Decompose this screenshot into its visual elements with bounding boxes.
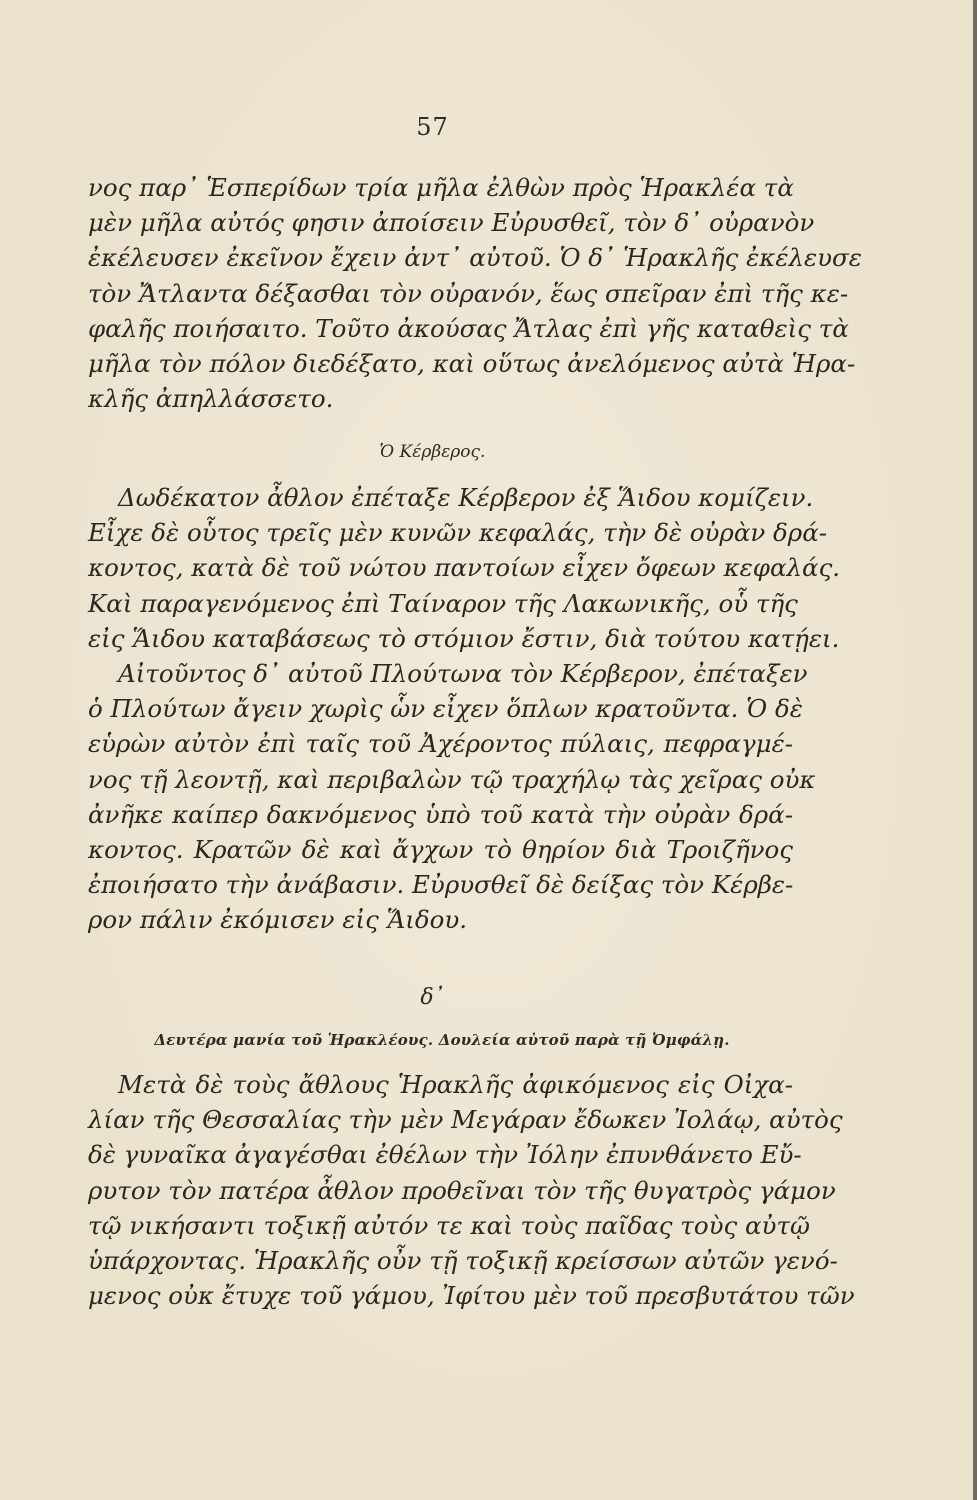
text-line: φαλῆς ποιήσαιτο. Τοῦτο ἀκούσας Ἄτλας ἐπὶ γῆς καταθεὶς τὰ <box>88 313 849 343</box>
text-line: μὲν μῆλα αὐτός φησιν ἀποίσειν Εὐρυσθεῖ, τὸν δ᾽ οὐρανὸν <box>88 208 815 238</box>
page-edge <box>973 0 977 1500</box>
text-line: εὑρὼν αὐτὸν ἐπὶ ταῖς τοῦ Ἀχέροντος πύλαις, πεφραγμέ- <box>88 729 793 759</box>
paragraph-kerberos <box>88 480 841 937</box>
text-line: ἀνῆκε καίπερ δακνόμενος ὑπὸ τοῦ κατὰ τὴν οὐρὰν δρά- <box>88 799 793 829</box>
text-line: κλῆς ἀπηλλάσσετο. <box>88 384 334 414</box>
text-line: μῆλα τὸν πόλον διεδέξατο, καὶ οὕτως ἀνελόμενος αὐτὰ Ἡρα- <box>88 348 856 378</box>
text-line: Δωδέκατον ἆθλον ἐπέταξε Κέρβερον ἐξ Ἅιδου κομίζειν. <box>118 483 814 512</box>
text-line: Εἶχε δὲ οὗτος τρεῖς μὲν κυνῶν κεφαλάς, τὴν δὲ οὐρὰν δρά- <box>88 518 828 548</box>
text-line: τῷ νικήσαντι τοξικῇ αὐτόν τε καὶ τοὺς παῖδας τοὺς αὐτῷ <box>88 1210 810 1240</box>
text-line: Μετὰ δὲ τοὺς ἄθλους Ἡρακλῆς ἀφικόμενος εἰς Οἰχα- <box>118 1070 793 1099</box>
text-line: νος παρ᾽ Ἑσπερίδων τρία μῆλα ἐλθὼν πρὸς Ἡρακλέα τὰ <box>88 173 794 202</box>
section-mark: δ᾽ <box>420 985 445 1010</box>
text-line: Αἰτοῦντος δ᾽ αὐτοῦ Πλούτωνα τὸν Κέρβερον, ἐπέταξεν <box>118 658 808 688</box>
text-line: ὁ Πλούτων ἄγειν χωρὶς ὧν εἶχεν ὅπλων κρατοῦντα. Ὁ δὲ <box>88 694 803 724</box>
text-line: ἐκέλευσεν ἐκεῖνον ἔχειν ἀντ᾽ αὐτοῦ. Ὁ δ᾽ Ἡρακλῆς ἐκέλευσε <box>88 243 862 273</box>
text-line: δὲ γυναῖκα ἀγαγέσθαι ἐθέλων τὴν Ἰόλην ἐπυνθάνετο Εὔ- <box>88 1140 802 1170</box>
text-line: εἰς Ἅιδου καταβάσεως τὸ στόμιον ἔστιν, διὰ τούτου κατῄει. <box>88 623 840 653</box>
text-line: μενος οὐκ ἔτυχε τοῦ γάμου, Ἰφίτου μὲν τοῦ πρεσβυτάτου τῶν <box>88 1281 855 1311</box>
text-line: λίαν τῆς Θεσσαλίας τὴν μὲν Μεγάραν ἔδωκεν Ἰολάῳ, αὐτὸς <box>88 1105 843 1135</box>
page-number: 57 <box>416 113 449 141</box>
text-line: ἐποιήσατο τὴν ἀνάβασιν. Εὐρυσθεῖ δὲ δείξας τὸν Κέρβε- <box>88 870 794 900</box>
paragraph-intro <box>88 170 862 416</box>
text-line: τὸν Ἄτλαντα δέξασθαι τὸν οὐρανόν, ἕως σπεῖραν ἐπὶ τῆς κε- <box>88 278 849 308</box>
text-line: νος τῇ λεοντῇ, καὶ περιβαλὼν τῷ τραχήλῳ τὰς χεῖρας οὐκ <box>88 764 816 794</box>
text-line: ὑπάρχοντας. Ἡρακλῆς οὖν τῇ τοξικῇ κρείσσων αὐτῶν γενό- <box>88 1245 838 1275</box>
text-line: ρυτον τὸν πατέρα ἆθλον προθεῖναι τὸν τῆς θυγατρὸς γάμον <box>88 1175 836 1205</box>
text-line: κοντος, κατὰ δὲ τοῦ νώτου παντοίων εἶχεν ὄφεων κεφαλάς. <box>88 553 841 583</box>
text-line: Καὶ παραγενόμενος ἐπὶ Ταίναρον τῆς Λακωνικῆς, οὗ τῆς <box>88 588 798 618</box>
section-title: Δευτέρα μανία τοῦ Ἡρακλέους. Δουλεία αὐτοῦ παρὰ τῇ Ὀμφάλῃ. <box>154 1031 730 1049</box>
paragraph-section <box>88 1067 855 1313</box>
text-line: ρον πάλιν ἐκόμισεν εἰς Ἅιδου. <box>88 905 468 935</box>
kerberos-heading: Ὁ Κέρβερος. <box>379 442 486 462</box>
text-line: κοντος. Κρατῶν δὲ καὶ ἄγχων τὸ θηρίον διὰ Τροιζῆνος <box>88 834 793 864</box>
